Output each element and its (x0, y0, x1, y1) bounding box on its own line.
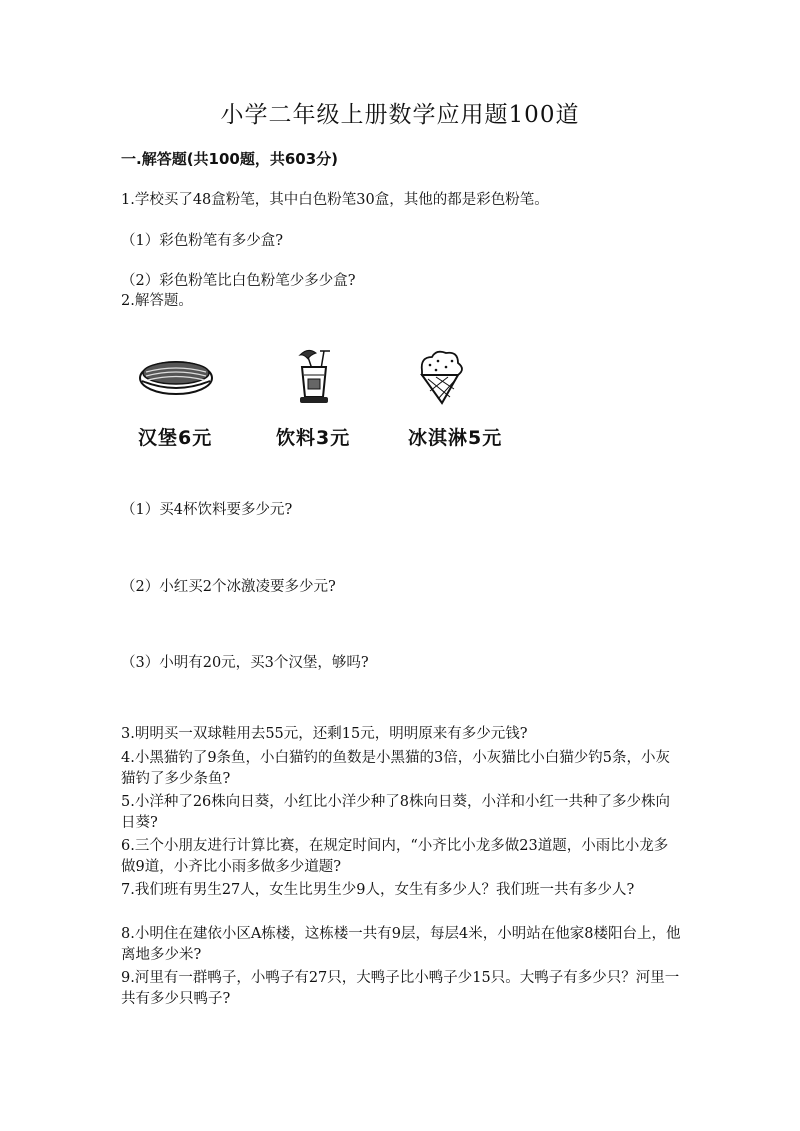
question-7: 7.我们班有男生27人，女生比男生少9人，女生有多少人？我们班一共有多少人? (121, 882, 635, 898)
page-title: 小学二年级上册数学应用题100道 (220, 102, 580, 128)
question-4: 4.小黑猫钓了9条鱼，小白猫钓的鱼数是小黑猫的3倍，小灰猫比小白猫少钓5条，小灰猫钓了多少条鱼? (121, 750, 671, 787)
question-3: 3.明明买一双球鞋用去55元，还剩15元，明明原来有多少元钱? (121, 726, 528, 742)
ice-cream-price-label: 冰淇淋5元 (408, 427, 503, 449)
drink-icon (286, 345, 356, 413)
ice-cream-icon (408, 345, 478, 409)
question-2-sub-2: （2）小红买2个冰激凌要多少元? (121, 579, 336, 595)
drink-price-label: 饮料3元 (276, 427, 351, 449)
price-items (136, 345, 556, 455)
question-9: 9.河里有一群鸭子，小鸭子有27只，大鸭子比小鸭子少15只。大鸭子有多少只？河里一共有多少只鸭子? (121, 970, 680, 1007)
item-drink (276, 345, 416, 455)
item-ice-cream (408, 345, 548, 455)
question-5: 5.小洋种了26株向日葵，小红比小洋少种了8株向日葵，小洋和小红一共种了多少株向日葵? (121, 794, 671, 831)
item-hamburger (136, 345, 276, 455)
question-2-sub-3: （3）小明有20元，买3个汉堡，够吗? (121, 655, 369, 671)
question-1-stem: 1.学校买了48盒粉笔，其中白色粉笔30盒，其他的都是彩色粉笔。 (121, 192, 549, 208)
question-1-sub-2: （2）彩色粉笔比白色粉笔少多少盒? (121, 273, 356, 289)
question-6: 6.三个小朋友进行计算比赛，在规定时间内，“小齐比小龙多做23道题，小雨比小龙多做9道，小齐比小雨多做多少道题? (121, 838, 669, 875)
question-2-stem: 2.解答题。 (121, 293, 193, 309)
question-1-sub-1: （1）彩色粉笔有多少盒? (121, 233, 283, 249)
question-8: 8.小明住在建依小区A栋楼，这栋楼一共有9层，每层4米，小明站在他家8楼阳台上，他离地多少米? (121, 926, 681, 963)
hamburger-price-label: 汉堡6元 (138, 427, 213, 449)
hamburger-icon (136, 345, 216, 405)
section-heading: 一.解答题(共100题，共603分) (121, 150, 339, 168)
question-2-sub-1: （1）买4杯饮料要多少元? (121, 502, 293, 518)
